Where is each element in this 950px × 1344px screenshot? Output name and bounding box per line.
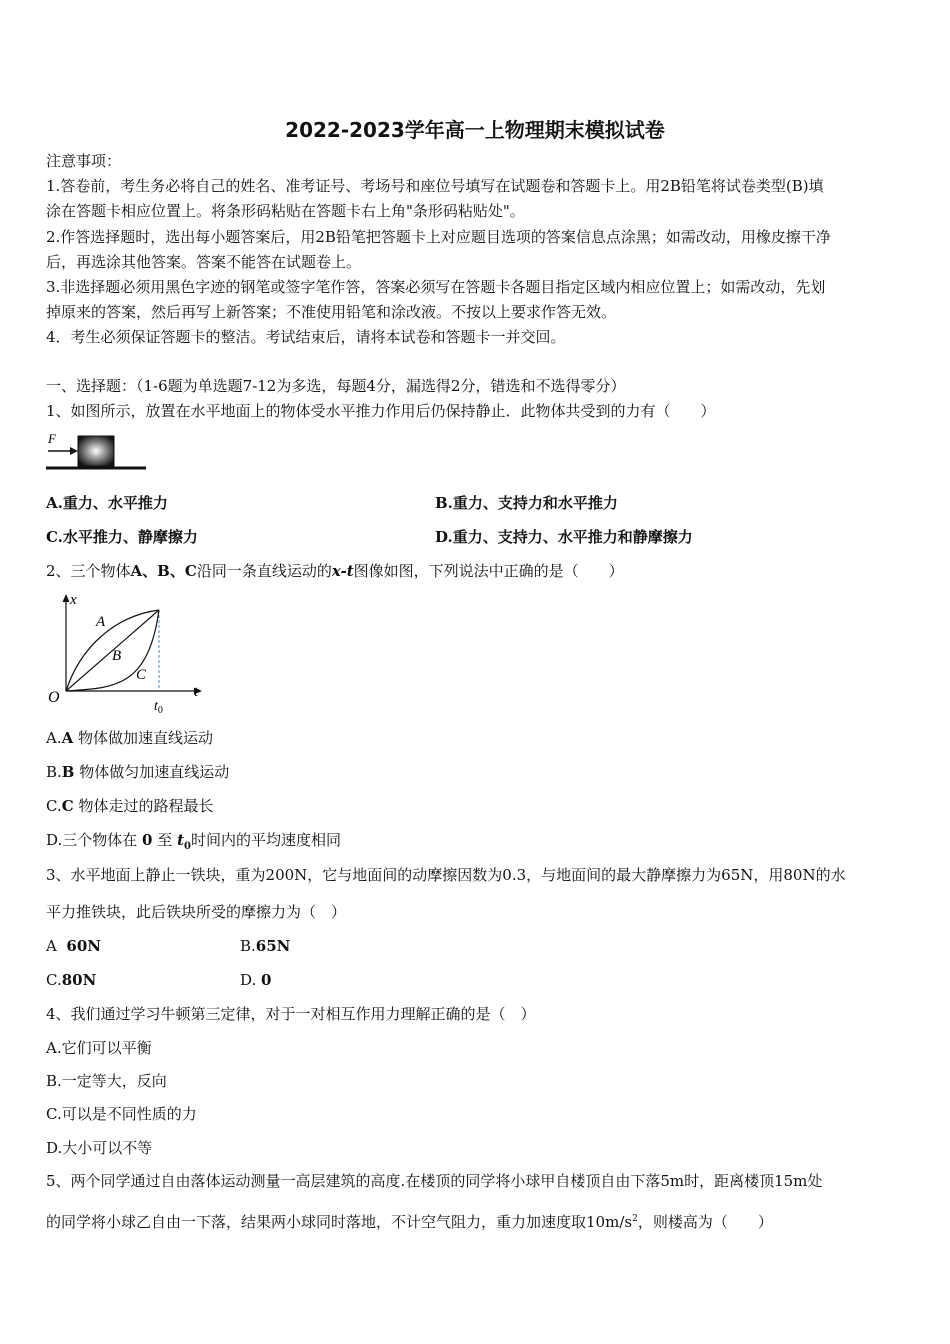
q4-option-a: A.它们可以平衡 [46, 1039, 152, 1057]
t-axis-label: t [194, 684, 199, 700]
q5-stem-line1: 5、两个同学通过自由落体运动测量一高层建筑的高度.在楼顶的同学将小球甲自楼顶自由下落5m时，距离楼顶15m处 [46, 1172, 823, 1190]
q1-option-b: B.重力、支持力和水平推力 [435, 494, 618, 512]
q1-option-d: D.重力、支持力、水平推力和静摩擦力 [435, 528, 693, 546]
q3-option-d: D. 0 [240, 971, 272, 989]
q2-option-d: D.三个物体在 0 至 $t_0$时间内的平均速度相同 [46, 831, 341, 852]
notice-line: 1.答卷前，考生务必将自己的姓名、准考证号、考场号和座位号填写在试题卷和答题卡上。用2B铅笔将试卷类型(B)填 [46, 177, 824, 195]
notice-line: 涂在答题卡相应位置上。将条形码粘贴在答题卡右上角"条形码粘贴处"。 [46, 202, 525, 220]
notice-line: 4．考生必须保证答题卡的整洁。考试结束后，请将本试卷和答题卡一并交回。 [46, 328, 566, 346]
block [78, 436, 114, 466]
q2-option-a: A.A 物体做加速直线运动 [46, 729, 214, 747]
q1-option-a: A.重力、水平推力 [46, 494, 168, 512]
q5-stem-line2: 的同学将小球乙自由一下落，结果两小球同时落地，不计空气阻力，重力加速度取$10m/s^2$，则楼高为（ ） [46, 1213, 773, 1231]
force-label: F [48, 431, 56, 446]
notice-line: 后，再选涂其他答案。答案不能答在试题卷上。 [46, 253, 362, 271]
q1-option-c: C.水平推力、静摩擦力 [46, 528, 198, 546]
notice-line: 3.非选择题必须用黑色字迹的钢笔或签字笔作答，答案必须写在答题卡各题目指定区域内相应位置上；如需改动，先划 [46, 278, 826, 296]
q2-option-c: C.C 物体走过的路程最长 [46, 797, 214, 815]
q4-option-b: B.一定等大，反向 [46, 1072, 167, 1090]
q1-stem: 1、如图所示，放置在水平地面上的物体受水平推力作用后仍保持静止．此物体共受到的力有（ ） [46, 402, 716, 420]
q1-figure [44, 430, 148, 474]
q3-stem-line2: 平力推铁块，此后铁块所受的摩擦力为（ ） [46, 903, 347, 921]
x-axis-arrow [63, 594, 70, 602]
t0-label: $t_0$ [154, 699, 163, 716]
q4-stem: 4、我们通过学习牛顿第三定律，对于一对相互作用力理解正确的是（ ） [46, 1005, 536, 1023]
section-heading: 一、选择题：（1-6题为单选题7-12为多选，每题4分，漏选得2分，错选和不选得零分） [46, 377, 626, 395]
force-arrow-head [70, 447, 78, 455]
origin-label: O [48, 689, 60, 706]
curve-a-label: A [96, 614, 106, 630]
exam-title: 2022-2023学年高一上物理期末模拟试卷 [285, 118, 665, 142]
q3-option-b: B.65N [240, 937, 291, 955]
curve-c-label: C [136, 667, 147, 683]
notice-line: 掉原来的答案，然后再写上新答案；不准使用铅笔和涂改液。不按以上要求作答无效。 [46, 303, 617, 321]
q2-xt-graph [44, 588, 214, 718]
q3-option-c: C.80N [46, 971, 97, 989]
curve-b-label: B [112, 648, 122, 664]
q4-option-c: C.可以是不同性质的力 [46, 1105, 197, 1123]
notice-line: 2.作答选择题时，选出每小题答案后，用2B铅笔把答题卡上对应题目选项的答案信息点涂黑；如需改动，用橡皮擦干净 [46, 228, 831, 246]
q3-stem-line1: 3、水平地面上静止一铁块，重为200N，它与地面间的动摩擦因数为0.3，与地面间的最大静摩擦力为65N，用80N的水 [46, 866, 846, 884]
notice-heading: 注意事项： [46, 152, 122, 170]
q2-stem: 2、三个物体A、B、C沿同一条直线运动的x-t图像如图，下列说法中正确的是（ ） [46, 562, 624, 580]
q2-option-b: B.B 物体做匀加速直线运动 [46, 763, 230, 781]
x-axis-label: x [70, 592, 77, 608]
q3-option-a: A 60N [46, 937, 101, 955]
q4-option-d: D.大小可以不等 [46, 1139, 153, 1157]
